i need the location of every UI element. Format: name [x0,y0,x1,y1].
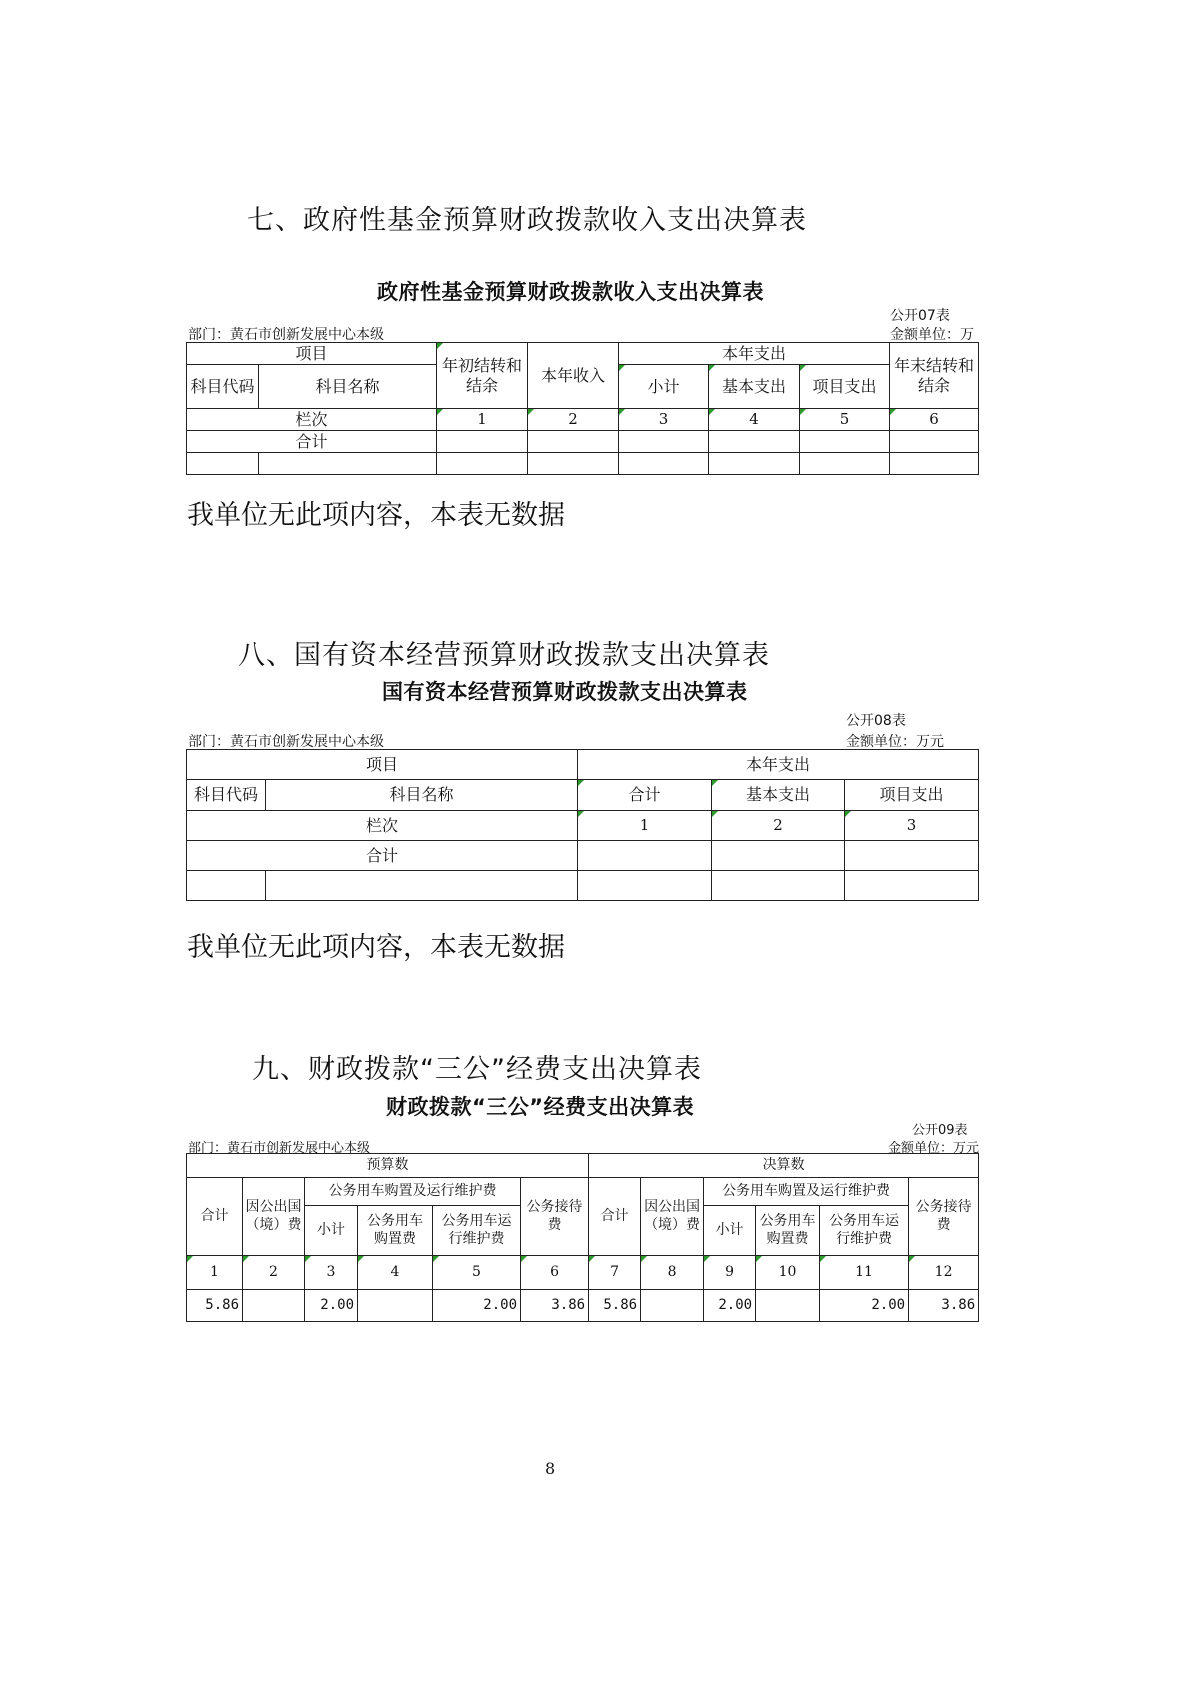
header-begin-balance: 年初结转和 结余 [437,343,528,409]
section-7-heading: 七、政府性基金预算财政拨款收入支出决算表 [247,205,807,236]
table-8-title: 国有资本经营预算财政拨款支出决算表 [382,680,748,704]
header-reception: 公务接待 费 [521,1178,589,1256]
col-index: 6 [890,409,979,431]
col-index: 4 [358,1256,433,1290]
cell-empty [845,841,979,871]
header-car-running: 公务用车运 行维护费 [820,1206,909,1256]
header-car: 公务用车购置及运行维护费 [305,1178,521,1206]
header-car-purchase: 公务用车 购置费 [756,1206,820,1256]
table-9-title: 财政拨款“三公”经费支出决算表 [386,1095,695,1119]
section-8-heading: 八、国有资本经营预算财政拨款支出决算表 [238,640,770,671]
value-cell: 2.00 [704,1290,756,1322]
cell-empty [578,841,712,871]
row-col-index-label: 栏次 [187,409,437,431]
header-subtotal: 小计 [305,1206,358,1256]
header-car-running: 公务用车运 行维护费 [433,1206,521,1256]
cell-empty [187,871,266,901]
page-number: 8 [545,1459,556,1478]
table-9-department: 部门：黄石市创新发展中心本级 [188,1141,371,1156]
cell-empty [890,431,979,453]
section-8-no-data: 我单位无此项内容，本表无数据 [187,932,565,963]
row-total-label: 合计 [187,841,578,871]
table-8-code: 公开08表 [846,713,906,729]
table-9 [186,1153,979,1322]
col-index: 1 [578,811,712,841]
header-basic: 基本支出 [712,780,845,811]
col-index: 3 [845,811,979,841]
value-cell [358,1290,433,1322]
table-7 [186,342,979,475]
col-index: 5 [433,1256,521,1290]
cell-empty [709,431,800,453]
value-cell [756,1290,820,1322]
header-reception: 公务接待 费 [909,1178,979,1256]
cell-empty [845,871,979,901]
header-subtotal: 小计 [704,1206,756,1256]
table-9-code: 公开09表 [912,1123,968,1138]
col-index: 12 [909,1256,979,1290]
cell-empty [619,431,709,453]
cell-empty [619,453,709,475]
col-index: 4 [709,409,800,431]
section-7-no-data: 我单位无此项内容，本表无数据 [187,500,565,531]
cell-empty [266,871,578,901]
header-basic: 基本支出 [709,365,800,409]
table-9-unit: 金额单位：万元 [888,1141,980,1156]
header-total: 合计 [589,1178,641,1256]
header-item: 项目支出 [845,780,979,811]
col-index: 2 [712,811,845,841]
col-index: 9 [704,1256,756,1290]
header-item: 项目支出 [800,365,890,409]
cell-empty [800,453,890,475]
col-index: 5 [800,409,890,431]
header-total: 合计 [578,780,712,811]
col-index: 3 [305,1256,358,1290]
col-index: 1 [437,409,528,431]
col-index: 7 [589,1256,641,1290]
col-index: 8 [641,1256,704,1290]
header-expense: 本年支出 [619,343,890,365]
cell-empty [890,453,979,475]
header-end-balance: 年末结转和 结余 [890,343,979,409]
cell-empty [437,453,528,475]
value-cell: 5.86 [187,1290,243,1322]
header-expense: 本年支出 [578,750,979,780]
cell-empty [800,431,890,453]
header-car: 公务用车购置及运行维护费 [704,1178,909,1206]
header-income: 本年收入 [528,343,619,409]
header-total: 合计 [187,1178,243,1256]
value-cell [641,1290,704,1322]
cell-empty [187,453,259,475]
header-name: 科目名称 [266,780,578,811]
cell-empty [709,453,800,475]
header-budget: 预算数 [187,1154,589,1178]
table-7-unit: 金额单位：万 [890,327,974,343]
header-code: 科目代码 [187,365,259,409]
header-name: 科目名称 [259,365,437,409]
row-col-index-label: 栏次 [187,811,578,841]
header-final: 决算数 [589,1154,979,1178]
col-index: 6 [521,1256,589,1290]
section-9-heading: 九、财政拨款“三公”经费支出决算表 [252,1054,702,1085]
table-8-department: 部门：黄石市创新发展中心本级 [188,734,384,750]
header-abroad: 因公出国 （境）费 [243,1178,305,1256]
value-cell: 2.00 [433,1290,521,1322]
value-cell: 3.86 [521,1290,589,1322]
col-index: 10 [756,1256,820,1290]
table-7-code: 公开07表 [890,308,950,324]
col-index: 2 [243,1256,305,1290]
col-index: 1 [187,1256,243,1290]
cell-empty [712,841,845,871]
header-car-purchase: 公务用车 购置费 [358,1206,433,1256]
row-total-label: 合计 [187,431,437,453]
header-project: 项目 [187,343,437,365]
table-8 [186,749,979,901]
header-abroad: 因公出国 （境）费 [641,1178,704,1256]
header-code: 科目代码 [187,780,266,811]
value-cell [243,1290,305,1322]
value-cell: 2.00 [305,1290,358,1322]
cell-empty [528,453,619,475]
header-project: 项目 [187,750,578,780]
table-7-title: 政府性基金预算财政拨款收入支出决算表 [377,280,764,304]
value-cell: 5.86 [589,1290,641,1322]
header-subtotal: 小计 [619,365,709,409]
col-index: 2 [528,409,619,431]
value-cell: 2.00 [820,1290,909,1322]
cell-empty [528,431,619,453]
col-index: 3 [619,409,709,431]
cell-empty [437,431,528,453]
cell-empty [259,453,437,475]
value-cell: 3.86 [909,1290,979,1322]
table-7-department: 部门：黄石市创新发展中心本级 [188,327,384,343]
col-index: 11 [820,1256,909,1290]
cell-empty [712,871,845,901]
table-8-unit: 金额单位：万元 [846,734,944,750]
cell-empty [578,871,712,901]
